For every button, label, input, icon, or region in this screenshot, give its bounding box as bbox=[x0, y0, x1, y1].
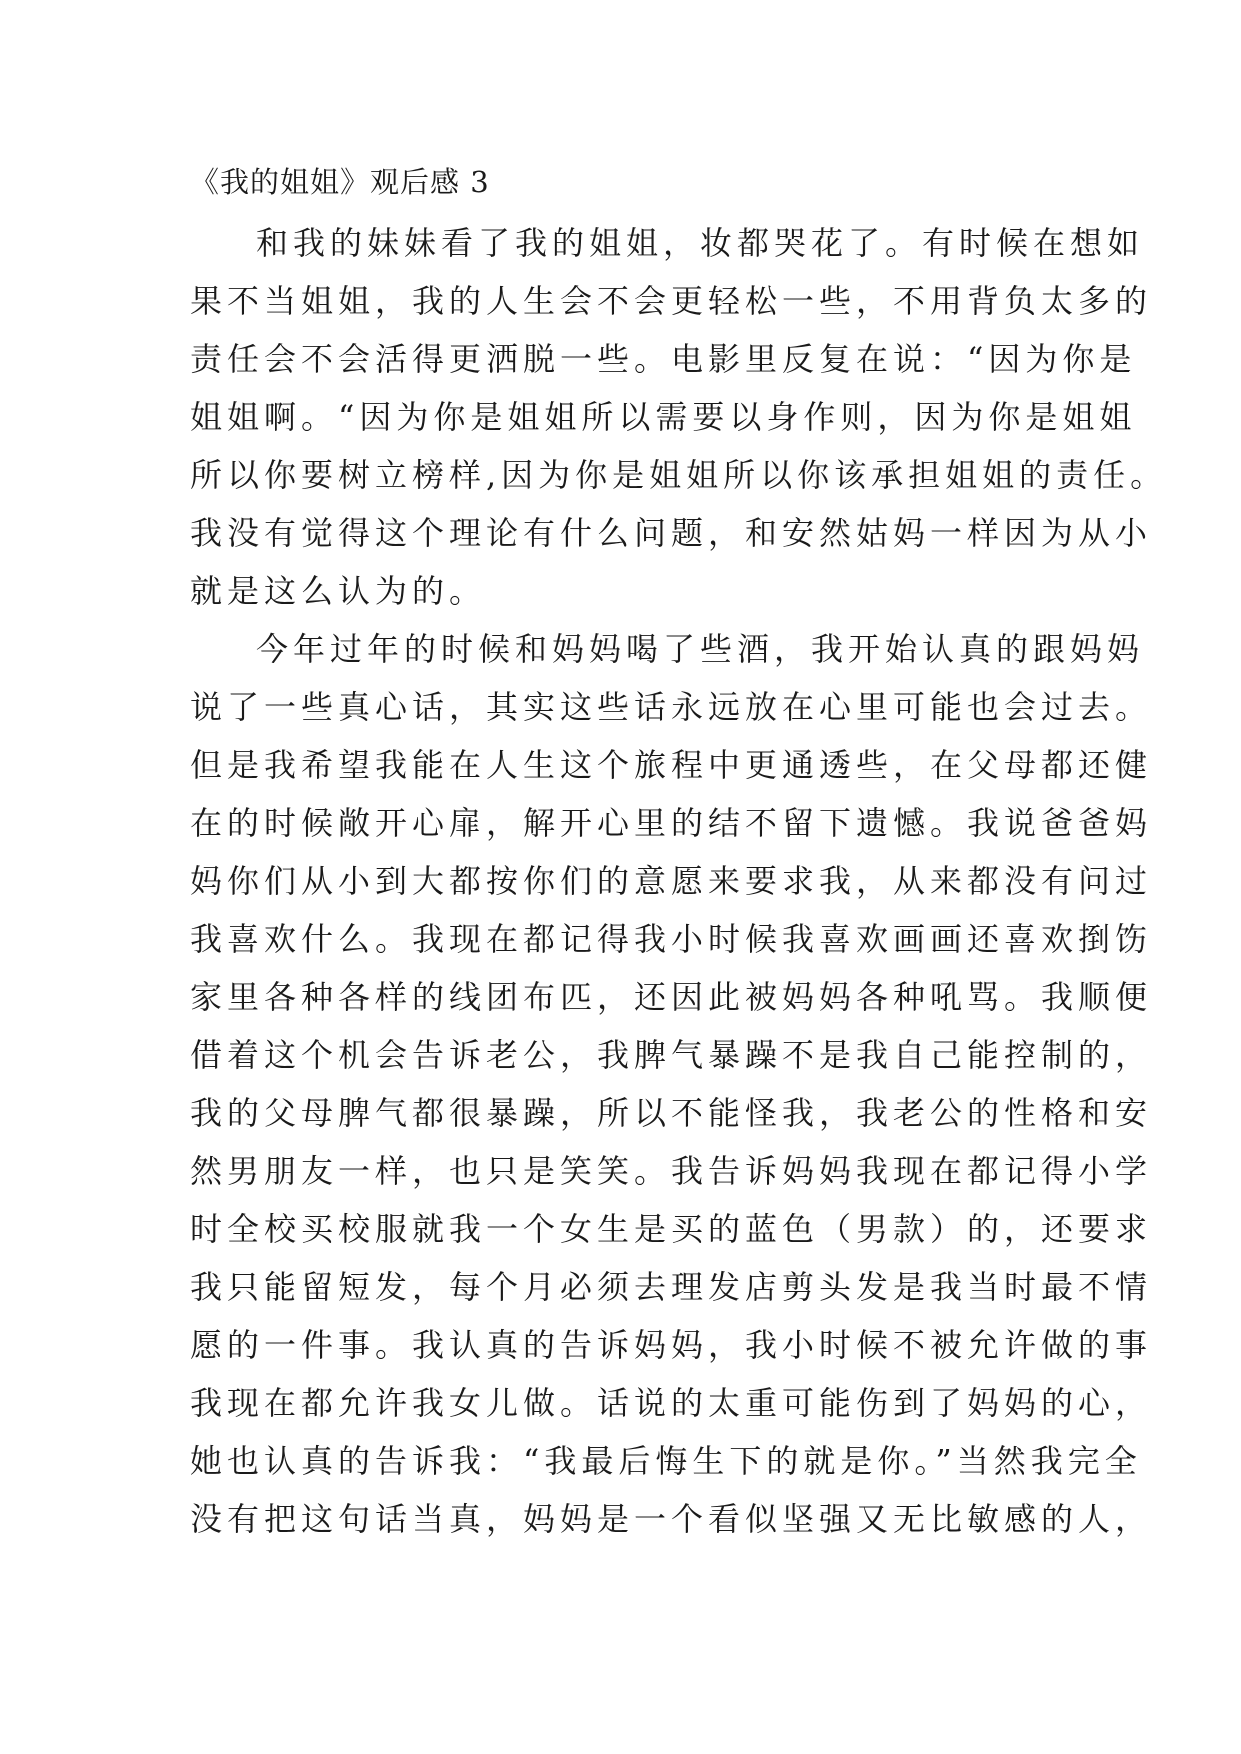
paragraph-line: 我喜欢什么。我现在都记得我小时候我喜欢画画还喜欢捯饬 bbox=[190, 920, 1153, 958]
paragraph-line: 就是这么认为的。 bbox=[190, 572, 487, 610]
paragraph-line: 我现在都允许我女儿做。话说的太重可能伤到了妈妈的心， bbox=[190, 1384, 1153, 1422]
paragraph-line: 妈你们从小到大都按你们的意愿来要求我，从来都没有问过 bbox=[190, 862, 1153, 900]
paragraph-line: 在的时候敞开心扉，解开心里的结不留下遗憾。我说爸爸妈 bbox=[190, 804, 1153, 842]
paragraph-line: 和我的妹妹看了我的姐姐，妆都哭花了。有时候在想如 bbox=[256, 224, 1145, 262]
paragraph-line: 愿的一件事。我认真的告诉妈妈，我小时候不被允许做的事 bbox=[190, 1326, 1153, 1364]
paragraph-line: 借着这个机会告诉老公，我脾气暴躁不是我自己能控制的， bbox=[190, 1036, 1153, 1074]
paragraph-line: 但是我希望我能在人生这个旅程中更通透些，在父母都还健 bbox=[190, 746, 1153, 784]
paragraph-line: 今年过年的时候和妈妈喝了些酒，我开始认真的跟妈妈 bbox=[256, 630, 1145, 668]
paragraph-line: 然男朋友一样，也只是笑笑。我告诉妈妈我现在都记得小学 bbox=[190, 1152, 1153, 1190]
paragraph-line: 说了一些真心话，其实这些话永远放在心里可能也会过去。 bbox=[190, 688, 1153, 726]
paragraph-line: 没有把这句话当真，妈妈是一个看似坚强又无比敏感的人， bbox=[190, 1500, 1153, 1538]
paragraph-2 bbox=[190, 620, 1153, 1548]
paragraph-line: 我的父母脾气都很暴躁，所以不能怪我，我老公的性格和安 bbox=[190, 1094, 1153, 1132]
paragraph-line: 姐姐啊。“因为你是姐姐所以需要以身作则，因为你是姐姐 bbox=[190, 398, 1137, 436]
paragraph-line: 果不当姐姐，我的人生会不会更轻松一些，不用背负太多的 bbox=[190, 282, 1153, 320]
paragraph-line: 她也认真的告诉我：“我最后悔生下的就是你。”当然我完全 bbox=[190, 1442, 1142, 1480]
paragraph-line: 时全校买校服就我一个女生是买的蓝色（男款）的，还要求 bbox=[190, 1210, 1153, 1248]
paragraph-line: 所以你要树立榜样,因为你是姐姐所以你该承担姐姐的责任。 bbox=[190, 456, 1168, 494]
document-title: 《我的姐姐》观后感 3 bbox=[190, 165, 490, 199]
paragraph-line: 家里各种各样的线团布匹，还因此被妈妈各种吼骂。我顺便 bbox=[190, 978, 1153, 1016]
paragraph-line: 我只能留短发，每个月必须去理发店剪头发是我当时最不情 bbox=[190, 1268, 1153, 1306]
paragraph-line: 责任会不会活得更洒脱一些。电影里反复在说：“因为你是 bbox=[190, 340, 1137, 378]
paragraph-line: 我没有觉得这个理论有什么问题，和安然姑妈一样因为从小 bbox=[190, 514, 1153, 552]
paragraph-1 bbox=[190, 214, 1168, 620]
